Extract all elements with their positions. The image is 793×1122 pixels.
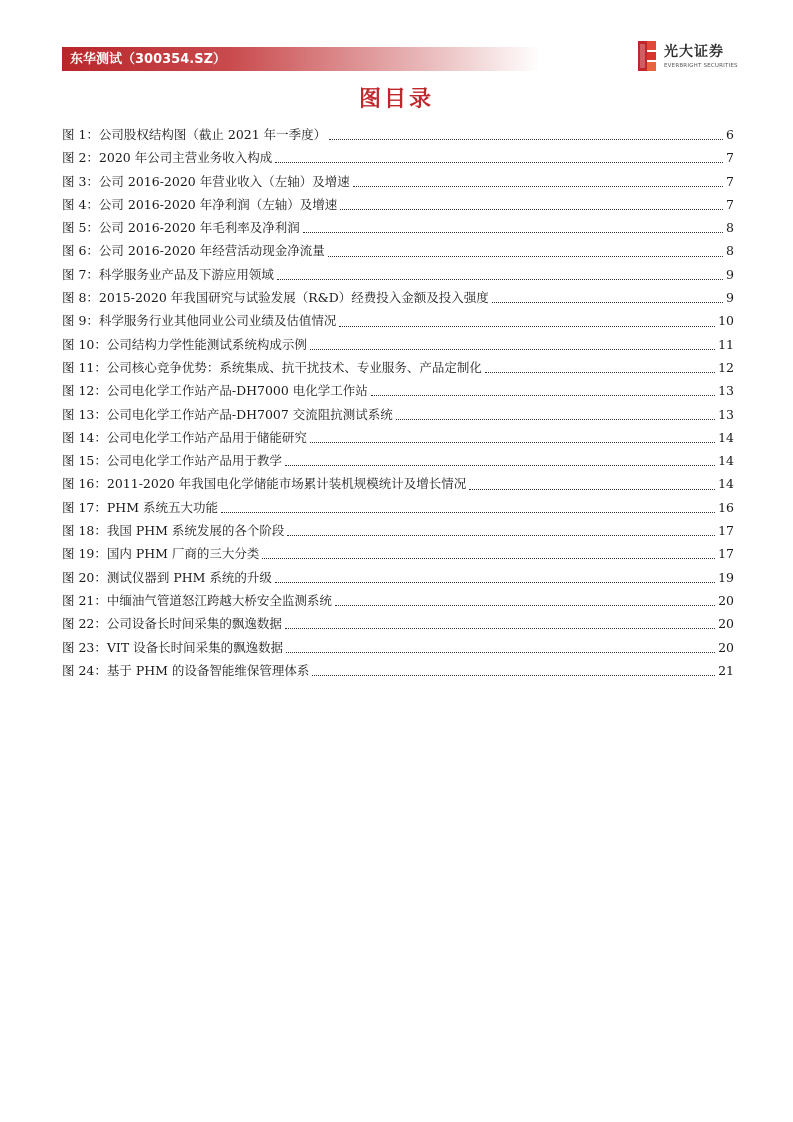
toc-entry-label[interactable]: 图 9：科学服务行业其他同业公司业绩及估值情况 (62, 313, 337, 329)
toc-entry-page[interactable]: 13 (718, 383, 734, 399)
toc-entry-label[interactable]: 图 7：科学服务业产品及下游应用领域 (62, 266, 274, 282)
everbright-logo-icon (636, 40, 658, 72)
toc-entry-page[interactable]: 17 (718, 546, 734, 562)
toc-entry-page[interactable]: 8 (726, 243, 734, 259)
toc-entry-label[interactable]: 图 10：公司结构力学性能测试系统构成示例 (62, 336, 307, 352)
toc-entry[interactable] (62, 612, 734, 635)
toc-entry-page[interactable]: 19 (718, 569, 734, 585)
toc-dot-leader (287, 535, 715, 536)
toc-entry[interactable] (62, 519, 734, 542)
toc-entry[interactable] (62, 170, 734, 193)
toc-dot-leader (303, 232, 723, 233)
toc-entry-page[interactable]: 12 (718, 359, 734, 375)
toc-entry-page[interactable]: 16 (718, 499, 734, 515)
toc-entry-label[interactable]: 图 17：PHM 系统五大功能 (62, 499, 218, 515)
toc-entry[interactable] (62, 542, 734, 565)
toc-entry[interactable] (62, 146, 734, 169)
toc-entry-page[interactable]: 8 (726, 220, 734, 236)
toc-entry-page[interactable]: 13 (718, 406, 734, 422)
toc-entry[interactable] (62, 659, 734, 682)
brand-subtitle: EVERBRIGHT SECURITIES (664, 63, 738, 69)
toc-entry-label[interactable]: 图 21：中缅油气管道怒江跨越大桥安全监测系统 (62, 592, 332, 608)
toc-entry[interactable] (62, 216, 734, 239)
toc-dot-leader (328, 256, 723, 257)
toc-entry[interactable] (62, 426, 734, 449)
toc-entry-page[interactable]: 21 (718, 662, 734, 678)
toc-entry[interactable] (62, 193, 734, 216)
toc-entry-page[interactable]: 20 (718, 639, 734, 655)
toc-dot-leader (312, 675, 715, 676)
toc-dot-leader (262, 558, 715, 559)
toc-entry-label[interactable]: 图 1：公司股权结构图（截止 2021 年一季度） (62, 127, 327, 142)
toc-entry[interactable] (62, 636, 734, 659)
toc-dot-leader (275, 162, 723, 163)
toc-entry-label[interactable]: 图 23：VIT 设备长时间采集的飘逸数据 (62, 639, 284, 655)
toc-entry-page[interactable]: 10 (718, 313, 734, 329)
toc-entry-label[interactable]: 图 18：我国 PHM 系统发展的各个阶段 (62, 523, 285, 539)
toc-entry-label[interactable]: 图 13：公司电化学工作站产品-DH7007 交流阻抗测试系统 (62, 406, 393, 422)
toc-entry-label[interactable]: 图 3：公司 2016-2020 年营业收入（左轴）及增速 (62, 173, 350, 189)
toc-entry-label[interactable]: 图 19：国内 PHM 厂商的三大分类 (62, 546, 260, 562)
toc-entry[interactable] (62, 589, 734, 612)
figure-toc-list (62, 123, 734, 682)
toc-entry-label[interactable]: 图 8：2015-2020 年我国研究与试验发展（R&D）经费投入金额及投入强度 (62, 290, 489, 306)
toc-dot-leader (310, 349, 715, 350)
toc-dot-leader (329, 139, 723, 140)
brand-name: 光大证券 (664, 44, 724, 60)
toc-dot-leader (221, 512, 715, 513)
toc-dot-leader (353, 186, 723, 187)
toc-dot-leader (275, 582, 715, 583)
toc-entry[interactable] (62, 356, 734, 379)
toc-entry-page[interactable]: 9 (726, 290, 734, 306)
toc-entry-label[interactable]: 图 5：公司 2016-2020 年毛利率及净利润 (62, 220, 300, 236)
brand-logo-block (636, 40, 736, 74)
toc-dot-leader (492, 302, 723, 303)
toc-entry-page[interactable]: 20 (718, 616, 734, 632)
toc-entry-label[interactable]: 图 20：测试仪器到 PHM 系统的升级 (62, 569, 272, 585)
toc-entry-page[interactable]: 7 (726, 150, 734, 166)
toc-entry-page[interactable]: 17 (718, 523, 734, 539)
report-title: 东华测试（300354.SZ） (70, 52, 227, 67)
toc-entry[interactable] (62, 286, 734, 309)
toc-dot-leader (285, 628, 715, 629)
toc-dot-leader (469, 489, 715, 490)
toc-entry[interactable] (62, 123, 734, 146)
toc-entry-label[interactable]: 图 15：公司电化学工作站产品用于教学 (62, 453, 282, 469)
toc-entry[interactable] (62, 449, 734, 472)
toc-dot-leader (371, 395, 715, 396)
toc-entry-page[interactable]: 14 (718, 429, 734, 445)
toc-dot-leader (339, 326, 715, 327)
toc-entry[interactable] (62, 309, 734, 332)
toc-entry[interactable] (62, 403, 734, 426)
toc-entry[interactable] (62, 379, 734, 402)
toc-entry-page[interactable]: 6 (726, 127, 734, 142)
toc-entry[interactable] (62, 472, 734, 495)
toc-entry-page[interactable]: 11 (718, 336, 734, 352)
toc-dot-leader (340, 209, 723, 210)
page-title: 图目录 (358, 87, 434, 112)
toc-entry-label[interactable]: 图 11：公司核心竞争优势：系统集成、抗干扰技术、专业服务、产品定制化 (62, 359, 482, 375)
toc-entry-label[interactable]: 图 2：2020 年公司主营业务收入构成 (62, 150, 273, 166)
toc-entry-label[interactable]: 图 24：基于 PHM 的设备智能维保管理体系 (62, 662, 310, 678)
toc-dot-leader (277, 279, 723, 280)
toc-entry-label[interactable]: 图 12：公司电化学工作站产品-DH7000 电化学工作站 (62, 383, 368, 399)
toc-dot-leader (485, 372, 715, 373)
toc-entry-label[interactable]: 图 4：公司 2016-2020 年净利润（左轴）及增速 (62, 196, 338, 212)
toc-entry-page[interactable]: 7 (726, 196, 734, 212)
toc-dot-leader (396, 419, 715, 420)
toc-entry[interactable] (62, 333, 734, 356)
toc-dot-leader (310, 442, 715, 443)
toc-entry-page[interactable]: 20 (718, 592, 734, 608)
toc-entry-label[interactable]: 图 6：公司 2016-2020 年经营活动现金净流量 (62, 243, 325, 259)
toc-entry-label[interactable]: 图 22：公司设备长时间采集的飘逸数据 (62, 616, 282, 632)
toc-dot-leader (286, 652, 715, 653)
toc-entry[interactable] (62, 496, 734, 519)
toc-entry-label[interactable]: 图 14：公司电化学工作站产品用于储能研究 (62, 429, 307, 445)
toc-entry-page[interactable]: 14 (718, 476, 734, 492)
toc-entry[interactable] (62, 263, 734, 286)
toc-entry[interactable] (62, 239, 734, 262)
toc-entry-page[interactable]: 9 (726, 266, 734, 282)
toc-entry-page[interactable]: 7 (726, 173, 734, 189)
toc-dot-leader (285, 465, 715, 466)
toc-dot-leader (335, 605, 715, 606)
toc-entry-label[interactable]: 图 16：2011-2020 年我国电化学储能市场累计装机规模统计及增长情况 (62, 476, 467, 492)
toc-entry-page[interactable]: 14 (718, 453, 734, 469)
toc-entry[interactable] (62, 566, 734, 589)
